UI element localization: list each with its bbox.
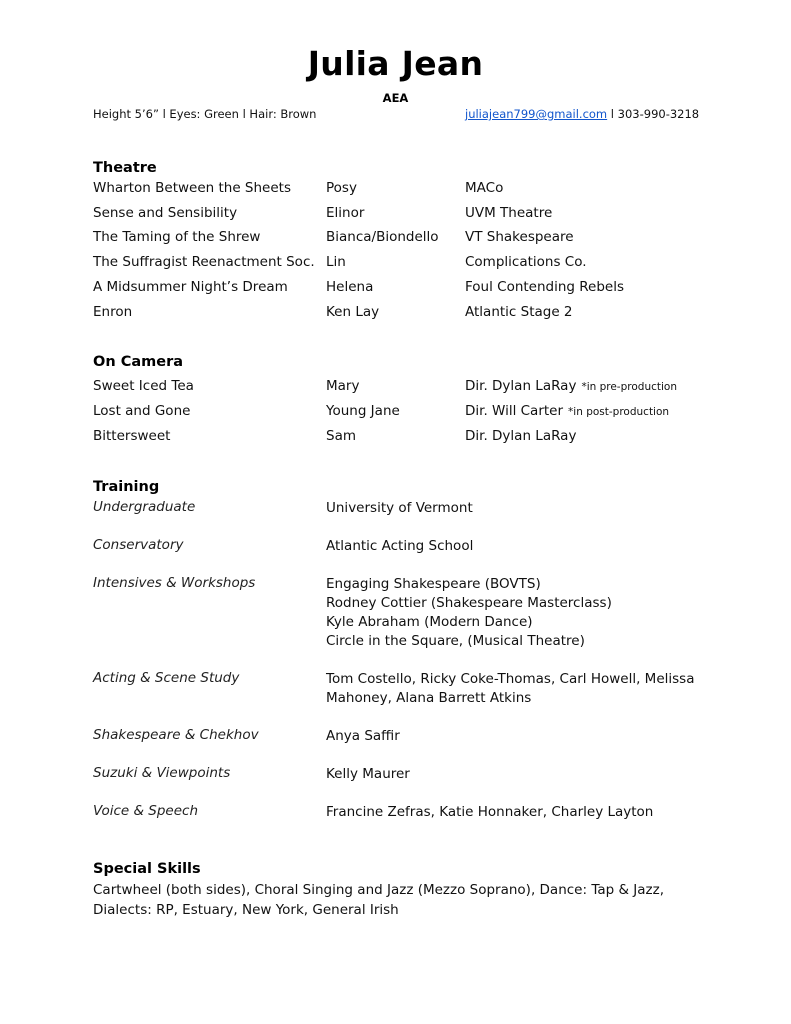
director-name: Dir. Dylan LaRay bbox=[465, 378, 577, 394]
credit-role: Sam bbox=[326, 428, 356, 444]
theatre-row bbox=[0, 205, 791, 225]
credit-role: Posy bbox=[326, 180, 357, 196]
training-value bbox=[326, 670, 694, 708]
credit-title: Sweet Iced Tea bbox=[93, 378, 194, 394]
training-label: Conservatory bbox=[93, 537, 184, 553]
credit-company: UVM Theatre bbox=[465, 205, 553, 221]
on-camera-heading: On Camera bbox=[93, 354, 184, 370]
theatre-row bbox=[0, 254, 791, 274]
credit-company: VT Shakespeare bbox=[465, 229, 574, 245]
contact-info bbox=[465, 107, 699, 121]
training-line: Kyle Abraham (Modern Dance) bbox=[326, 614, 533, 630]
theatre-row bbox=[0, 180, 791, 200]
training-heading: Training bbox=[93, 479, 160, 495]
union-affiliation: AEA bbox=[382, 91, 409, 105]
director-name: Dir. Dylan LaRay bbox=[465, 428, 577, 444]
credit-role: Helena bbox=[326, 279, 374, 295]
training-label: Acting & Scene Study bbox=[93, 670, 240, 686]
credit-title: The Suffragist Reenactment Soc. bbox=[93, 254, 315, 270]
credit-title: Lost and Gone bbox=[93, 403, 191, 419]
theatre-row bbox=[0, 279, 791, 299]
credit-title: Wharton Between the Sheets bbox=[93, 180, 291, 196]
theatre-row bbox=[0, 229, 791, 249]
credit-title: A Midsummer Night’s Dream bbox=[93, 279, 288, 295]
training-value bbox=[326, 575, 612, 651]
credit-director bbox=[465, 378, 677, 394]
training-line: Anya Saffir bbox=[326, 728, 400, 744]
director-name: Dir. Will Carter bbox=[465, 403, 564, 419]
training-line: Atlantic Acting School bbox=[326, 538, 474, 554]
production-note: *in post-production bbox=[568, 406, 670, 418]
training-value bbox=[326, 765, 410, 784]
credit-title: Sense and Sensibility bbox=[93, 205, 238, 221]
camera-row bbox=[0, 403, 791, 423]
credit-company: Complications Co. bbox=[465, 254, 587, 270]
credit-company: MACo bbox=[465, 180, 504, 196]
training-line: University of Vermont bbox=[326, 500, 473, 516]
training-line: Kelly Maurer bbox=[326, 766, 410, 782]
training-label: Voice & Speech bbox=[93, 803, 199, 819]
camera-row bbox=[0, 378, 791, 398]
training-label: Suzuki & Viewpoints bbox=[93, 765, 231, 781]
production-note: *in pre-production bbox=[581, 381, 677, 393]
training-label: Shakespeare & Chekhov bbox=[93, 727, 259, 743]
training-line: Francine Zefras, Katie Honnaker, Charley Layton bbox=[326, 804, 654, 820]
actor-name: Julia Jean bbox=[307, 44, 484, 83]
training-value bbox=[326, 727, 400, 746]
training-line: Circle in the Square, (Musical Theatre) bbox=[326, 633, 585, 649]
credit-company: Atlantic Stage 2 bbox=[465, 304, 573, 320]
credit-role: Lin bbox=[326, 254, 346, 270]
email-link[interactable]: juliajean799@gmail.com bbox=[465, 107, 608, 121]
skills-line: Cartwheel (both sides), Choral Singing and Jazz (Mezzo Soprano), Dance: Tap & Jazz, bbox=[93, 882, 665, 898]
credit-director bbox=[465, 403, 669, 419]
training-value bbox=[326, 499, 473, 518]
credit-title: Enron bbox=[93, 304, 133, 320]
phone-number: l 303-990-3218 bbox=[607, 107, 700, 121]
credit-title: The Taming of the Shrew bbox=[93, 229, 261, 245]
training-value bbox=[326, 803, 653, 822]
credit-role: Mary bbox=[326, 378, 360, 394]
credit-title: Bittersweet bbox=[93, 428, 171, 444]
training-label: Undergraduate bbox=[93, 499, 196, 515]
camera-row bbox=[0, 428, 791, 448]
theatre-heading: Theatre bbox=[93, 160, 157, 176]
credit-role: Ken Lay bbox=[326, 304, 380, 320]
physical-stats: Height 5’6” l Eyes: Green l Hair: Brown bbox=[93, 107, 317, 121]
training-line: Tom Costello, Ricky Coke-Thomas, Carl Howell, Melissa bbox=[326, 671, 695, 687]
special-skills-text bbox=[93, 880, 664, 920]
theatre-row bbox=[0, 304, 791, 324]
credit-role: Elinor bbox=[326, 205, 365, 221]
training-line: Rodney Cottier (Shakespeare Masterclass) bbox=[326, 595, 612, 611]
special-skills-heading: Special Skills bbox=[93, 861, 201, 877]
training-line: Engaging Shakespeare (BOVTS) bbox=[326, 576, 541, 592]
credit-company: Foul Contending Rebels bbox=[465, 279, 625, 295]
credit-role: Bianca/Biondello bbox=[326, 229, 439, 245]
training-label: Intensives & Workshops bbox=[93, 575, 256, 591]
credit-role: Young Jane bbox=[326, 403, 400, 419]
training-line: Mahoney, Alana Barrett Atkins bbox=[326, 690, 532, 706]
credit-director bbox=[465, 428, 576, 444]
skills-line: Dialects: RP, Estuary, New York, General Irish bbox=[93, 902, 399, 918]
training-value bbox=[326, 537, 473, 556]
